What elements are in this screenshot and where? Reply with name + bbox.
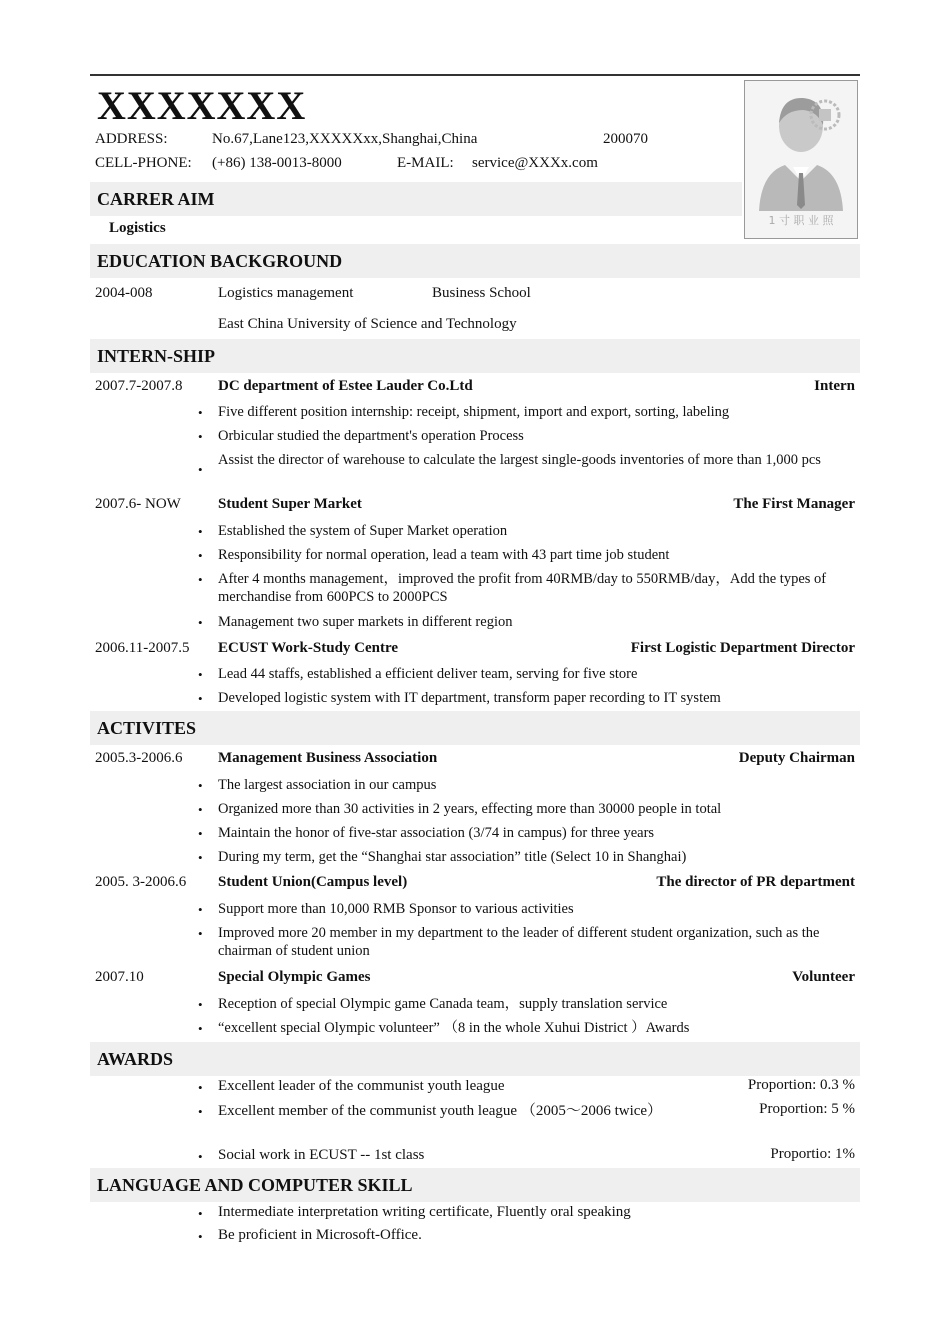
bullet-icon: •	[198, 997, 203, 1012]
entry-role: Volunteer	[792, 969, 855, 985]
entry-role: Intern	[814, 378, 855, 394]
entry-org: Student Union(Campus level)	[218, 874, 408, 890]
bullet-icon: •	[198, 572, 203, 587]
bullet-text: Maintain the honor of five-star association (3/74 in campus) for three years	[218, 825, 655, 841]
entry-role: The director of PR department	[656, 874, 855, 890]
email-label: E-MAIL:	[397, 155, 454, 171]
award-text: Excellent leader of the communist youth league	[218, 1078, 505, 1094]
section-internship: INTERN-SHIP	[90, 339, 860, 373]
bullet-text: Improved more 20 member in my department to the leader of different student organization, such as the chairman of student union	[218, 925, 820, 959]
education-school-type: Business School	[432, 285, 531, 301]
entry-role: Deputy Chairman	[738, 750, 855, 766]
section-career-aim: CARRER AIM	[90, 182, 742, 216]
candidate-name: XXXXXXX	[97, 83, 307, 128]
entry-date: 2006.11-2007.5	[95, 640, 190, 656]
entry-org: ECUST Work-Study Centre	[218, 640, 399, 656]
bullet-icon: •	[198, 1206, 203, 1221]
skill-text: Intermediate interpretation writing certificate, Fluently oral speaking	[218, 1204, 631, 1220]
career-aim-value: Logistics	[109, 220, 166, 236]
award-proportion: Proportio: 1%	[770, 1146, 855, 1162]
bullet-text: Support more than 10,000 RMB Sponsor to various activities	[218, 901, 574, 917]
entry-org: Student Super Market	[218, 496, 362, 512]
section-skills: LANGUAGE AND COMPUTER SKILL	[90, 1168, 860, 1202]
bullet-icon: •	[198, 778, 203, 793]
entry-date: 2005. 3-2006.6	[95, 874, 187, 890]
bullet-text: Established the system of Super Market operation	[218, 523, 508, 539]
bullet-text: Responsibility for normal operation, lead a team with 43 part time job student	[218, 547, 670, 563]
education-university: East China University of Science and Technology	[218, 316, 517, 332]
entry-date: 2007.6- NOW	[95, 496, 181, 512]
education-date: 2004-008	[95, 285, 153, 301]
bullet-icon: •	[198, 1021, 203, 1036]
address-value: No.67,Lane123,XXXXXxx,Shanghai,China	[212, 131, 478, 147]
bullet-icon: •	[198, 1104, 203, 1119]
postcode: 200070	[603, 131, 648, 147]
bullet-text: Reception of special Olympic game Canada team，supply translation service	[218, 996, 668, 1012]
bullet-text: During my term, get the “Shanghai star association” title (Select 10 in Shanghai)	[218, 849, 687, 865]
bullet-icon: •	[198, 691, 203, 706]
section-education: EDUCATION BACKGROUND	[90, 244, 860, 278]
bullet-text: Management two super markets in different region	[218, 614, 513, 630]
bullet-icon: •	[198, 1080, 203, 1095]
award-text: Excellent member of the communist youth league （2005～2006 twice）	[218, 1103, 663, 1119]
entry-role: The First Manager	[733, 496, 855, 512]
bullet-text: Organized more than 30 activities in 2 years, effecting more than 30000 people in total	[218, 801, 722, 817]
entry-org: DC department of Estee Lauder Co.Ltd	[218, 378, 473, 394]
bullet-text: After 4 months management，improved the profit from 40RMB/day to 550RMB/day，Add the types of merchandise from 600PCS to 2000PCS	[218, 571, 827, 605]
bullet-icon: •	[198, 802, 203, 817]
bullet-icon: •	[198, 524, 203, 539]
section-awards: AWARDS	[90, 1042, 860, 1076]
bullet-text: Assist the director of warehouse to calculate the largest single-goods inventories of more than 1,000 pcs	[218, 452, 821, 468]
entry-date: 2007.7-2007.8	[95, 378, 183, 394]
cell-value: (+86) 138-0013-8000	[212, 155, 342, 171]
bullet-icon: •	[198, 902, 203, 917]
entry-role: First Logistic Department Director	[630, 640, 855, 656]
address-label: ADDRESS:	[95, 131, 168, 147]
email-value: service@XXXx.com	[472, 155, 598, 171]
award-text: Social work in ECUST -- 1st class	[218, 1147, 425, 1163]
photo-caption: 1 寸 职 业 照	[768, 214, 834, 227]
bullet-icon: •	[198, 429, 203, 444]
award-proportion: Proportion: 0.3 %	[747, 1077, 855, 1093]
entry-org: Special Olympic Games	[218, 969, 371, 985]
bullet-text: Lead 44 staffs, established a efficient deliver team, serving for five store	[218, 666, 638, 682]
bullet-text: Developed logistic system with IT department, transform paper recording to IT system	[218, 690, 721, 706]
entry-date: 2007.10	[95, 969, 144, 985]
bullet-icon: •	[198, 667, 203, 682]
bullet-icon: •	[198, 1229, 203, 1244]
bullet-text: The largest association in our campus	[218, 777, 437, 793]
section-activities: ACTIVITES	[90, 711, 860, 745]
bullet-icon: •	[198, 405, 203, 420]
award-proportion: Proportion: 5 %	[759, 1101, 855, 1117]
bullet-icon: •	[198, 1149, 203, 1164]
bullet-icon: •	[198, 926, 203, 941]
bullet-text: Five different position internship: receipt, shipment, import and export, sorting, labeling	[218, 404, 730, 420]
bullet-icon: •	[198, 615, 203, 630]
photo-placeholder	[744, 80, 858, 239]
bullet-text: Orbicular studied the department's operation Process	[218, 428, 524, 444]
bullet-icon: •	[198, 850, 203, 865]
education-major: Logistics management	[218, 285, 354, 301]
skill-text: Be proficient in Microsoft-Office.	[218, 1227, 422, 1243]
cell-label: CELL-PHONE:	[95, 155, 192, 171]
bullet-icon: •	[198, 462, 203, 477]
bullet-icon: •	[198, 826, 203, 841]
entry-date: 2005.3-2006.6	[95, 750, 183, 766]
entry-org: Management Business Association	[218, 750, 438, 766]
bullet-icon: •	[198, 548, 203, 563]
top-rule	[90, 74, 860, 76]
bullet-text: “excellent special Olympic volunteer” （8 in the whole Xuhui District ）Awards	[218, 1020, 690, 1036]
